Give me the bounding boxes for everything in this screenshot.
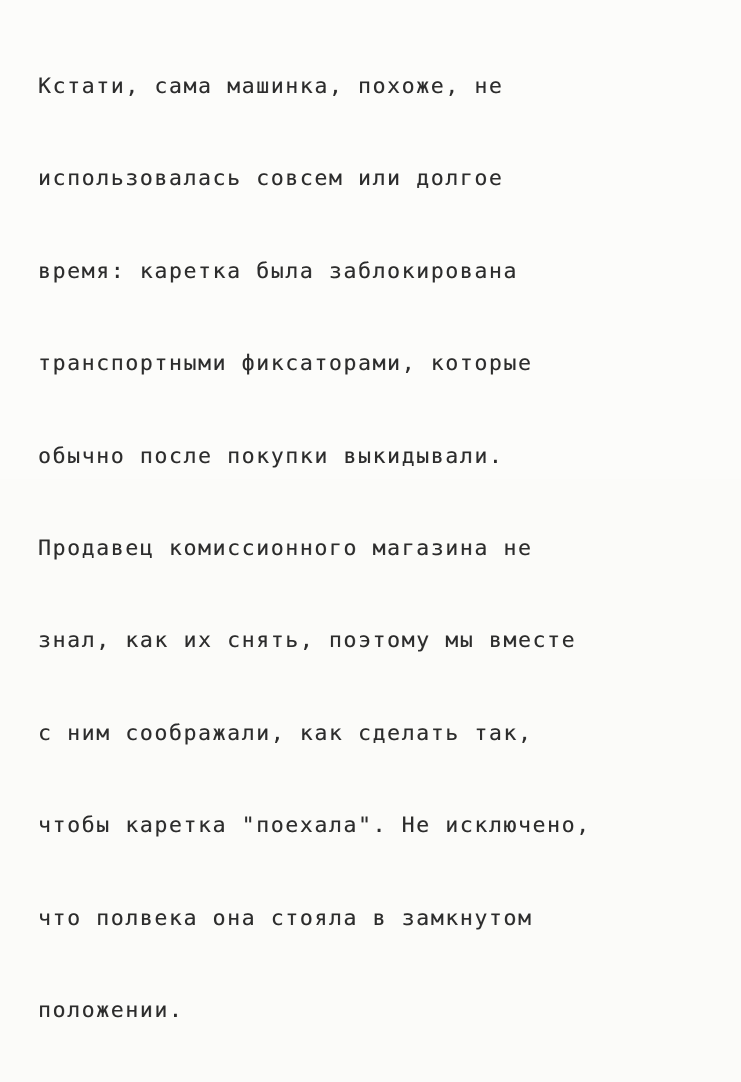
text-line: с ним соображали, как сделать так,: [38, 720, 533, 746]
text-line: Продавец комиссионного магазина не: [38, 535, 533, 561]
text-line: знал, как их снять, поэтому мы вместе: [38, 628, 577, 654]
text-line: чтобы каретка "поехала". Не исключено,: [38, 813, 591, 839]
text-line: Кстати, сама машинка, похоже, не: [38, 74, 504, 99]
text-line: положении.: [38, 997, 184, 1023]
text-line: что полвека она стояла в замкнутом: [38, 905, 533, 931]
text-line: использовалась совсем или долгое: [38, 166, 504, 192]
typewritten-text: [38, 16, 591, 1082]
text-line: время: каретка была заблокирована: [38, 258, 518, 284]
text-line: обычно после покупки выкидывали.: [38, 443, 504, 469]
text-line: транспортными фиксаторами, которые: [38, 351, 533, 377]
